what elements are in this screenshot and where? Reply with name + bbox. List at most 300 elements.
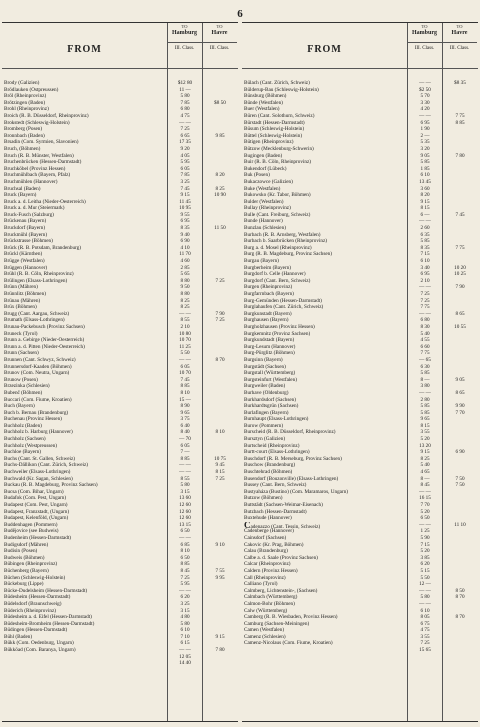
- table-row: [2, 621, 238, 628]
- table-row: [242, 350, 478, 357]
- table-row: [242, 416, 478, 423]
- place-name: Brückstrasse (Böhmen): [4, 238, 53, 245]
- place-name: Büdesheim a. d. Eifel (Hessen-Darmstadt): [4, 614, 92, 621]
- place-name: Bückeburg (Lippe): [4, 581, 44, 588]
- havre-fare: 7 90: [215, 310, 225, 317]
- hamburg-fare: 2 10: [420, 277, 430, 284]
- place-name: Burgsteinfurt (Westfalen): [244, 376, 297, 383]
- place-name: Buckau (R. B. Magdeburg, Provinz Sachsen): [4, 482, 98, 489]
- table-row: [2, 186, 238, 193]
- hamburg-fare: 4 10: [180, 244, 190, 251]
- table-row: [2, 100, 238, 107]
- hamburg-fare: 8 30: [420, 323, 430, 330]
- table-row: [2, 113, 238, 120]
- hamburg-fare: 6 15: [180, 640, 190, 647]
- table-row: [242, 225, 478, 232]
- place-name: Burbach b. Saarbrücken (Rheinprovinz): [244, 238, 327, 245]
- right-row-list: [242, 80, 478, 654]
- place-name: Bruckdorf (Bayern): [4, 225, 46, 232]
- havre-fare: $8 35: [454, 80, 466, 86]
- hamburg-fare: 10 95: [179, 205, 191, 212]
- table-row: [242, 568, 478, 575]
- place-name: Budafok (Com. Pest, Ungarn): [4, 495, 67, 502]
- place-name: Bünsburg (Böhmen): [244, 93, 287, 100]
- table-row: [242, 304, 478, 311]
- table-row: [2, 588, 238, 595]
- place-name: Brück (R. B. Potsdam, Brandenburg): [4, 244, 81, 251]
- havre-fare: 6 90: [455, 449, 465, 456]
- table-row: [242, 482, 478, 489]
- place-name: Brunnen (Cant. Schwyz, Schweiz): [4, 356, 76, 363]
- place-name: Buchloe (Bayern): [4, 449, 42, 456]
- table-row: [242, 357, 478, 364]
- place-name: Brügge (Westfalen): [4, 258, 45, 265]
- table-row: [242, 509, 478, 516]
- table-row: [242, 647, 478, 654]
- table-row: [242, 555, 478, 562]
- table-row: [242, 502, 478, 509]
- table-row: [242, 311, 478, 318]
- place-name: Budenheim (Hessen-Darmstadt): [4, 534, 71, 541]
- havre-fare: 7 75: [455, 244, 465, 251]
- place-name: Bülderup-Bau (Schleswig-Holstein): [244, 86, 319, 93]
- havre-fare: 8 65: [455, 310, 465, 317]
- hamburg-fare: 6 80: [420, 317, 430, 324]
- table-row: [242, 542, 478, 549]
- table-row: [242, 324, 478, 331]
- place-name: Bulle (Cant. Freiburg, Schweiz): [244, 211, 311, 218]
- table-row: [2, 232, 238, 239]
- hamburg-fare: 2 10: [180, 323, 190, 330]
- hamburg-fare: 6 10: [180, 627, 190, 634]
- havre-fare: 7 80: [455, 152, 465, 159]
- header-rule: [242, 68, 478, 69]
- place-name: Burgkundstadt (Bayern): [244, 337, 295, 344]
- place-name: Budapest (Com. Pest, Ungarn): [4, 502, 68, 508]
- table-row: [2, 139, 238, 146]
- hamburg-fare: 10 70: [179, 370, 191, 377]
- hamburg-fare: — —: [179, 462, 191, 469]
- table-row: [242, 429, 478, 436]
- place-name: Calw (Württemberg): [244, 607, 288, 614]
- table-row: [242, 337, 478, 344]
- hamburg-fare: 6 50: [180, 528, 190, 535]
- place-name: Bronnbach (Baden): [4, 132, 45, 139]
- table-row: [2, 324, 238, 331]
- hamburg-fare: 5 70: [420, 93, 430, 100]
- table-row: [242, 614, 478, 621]
- hamburg-fare: 7 25: [420, 291, 430, 297]
- table-row: [242, 298, 478, 305]
- place-name: Brugg (Cant. Aargau, Schweiz): [4, 310, 70, 317]
- havre-fare: 10 20: [454, 264, 466, 271]
- table-row: [2, 179, 238, 186]
- table-row: [242, 113, 478, 120]
- table-row: [2, 654, 238, 661]
- left-rate-table: [2, 22, 238, 722]
- place-name: Bütigen (Rheinprovinz): [244, 139, 294, 146]
- table-row: [2, 647, 238, 654]
- table-row: [2, 251, 238, 258]
- hamburg-fare: 15 65: [419, 647, 431, 654]
- hamburg-fare: 9 15: [180, 192, 190, 199]
- place-name: Bulder (Westfalen): [244, 198, 284, 205]
- left-row-list: [2, 80, 238, 667]
- place-name: Buch b. Bernau (Brandenburg): [4, 409, 69, 416]
- havre-fare: $8 50: [214, 99, 226, 106]
- hamburg-fare: 8 —: [420, 376, 430, 383]
- hamburg-fare: 6 95: [420, 119, 430, 126]
- table-row: [242, 133, 478, 140]
- place-name: Büttel (Schleswig-Holstein): [244, 132, 303, 139]
- table-row: [2, 515, 238, 522]
- hamburg-fare: 5 20: [420, 436, 430, 443]
- hamburg-fare: — —: [179, 356, 191, 363]
- table-row: [242, 331, 478, 338]
- hamburg-fare: — —: [419, 488, 431, 495]
- havre-fare: 8 70: [215, 356, 225, 363]
- hamburg-fare: 5 85: [420, 409, 430, 416]
- hamburg-fare: 9 05: [420, 152, 430, 159]
- hamburg-fare: 6 40: [180, 422, 190, 429]
- hamburg-fare: 1 90: [420, 126, 430, 133]
- place-name: Buschdorf (R. B. Merseburg, Provinz Sachsen): [244, 455, 342, 462]
- table-row: [2, 436, 238, 443]
- table-row: [2, 476, 238, 483]
- hamburg-fare: 6 05: [180, 165, 190, 172]
- hamburg-fare: 8 —: [420, 475, 430, 482]
- hamburg-fare: — 65: [419, 356, 431, 363]
- place-name: Brunn a. Gebirge (Nieder-Oesterreich): [4, 337, 85, 344]
- hamburg-fare: — —: [419, 310, 431, 317]
- table-row: [2, 146, 238, 153]
- place-name: Bruchmühlen (Hannover): [4, 178, 58, 185]
- place-name: Bruck a. d. Leitha (Nieder-Oesterreich): [4, 198, 86, 205]
- hamburg-fare: — —: [419, 600, 431, 607]
- place-name: Bruchenbrücken (Hessen-Darmstadt): [4, 159, 82, 166]
- place-name: Burlafingen (Bayern): [244, 409, 289, 416]
- place-name: Caldern (Provinz Hessen): [244, 567, 298, 574]
- place-name: Buk (Posen): [244, 172, 270, 179]
- table-row: [2, 575, 238, 582]
- table-row: [2, 172, 238, 179]
- table-row: [2, 205, 238, 212]
- place-name: Busendorf (Bouzonville) (Elsass-Lothringen): [244, 475, 339, 482]
- hamburg-fare: 9 20: [180, 145, 190, 152]
- hamburg-fare: 8 20: [420, 192, 430, 199]
- hamburg-fare: 6 85: [180, 541, 190, 548]
- table-row: [2, 350, 238, 357]
- place-name: Cainsdorf (Sachsen): [244, 534, 287, 541]
- table-row: [2, 416, 238, 423]
- hamburg-fare: 16 15: [419, 495, 431, 502]
- hamburg-fare: 7 25: [420, 297, 430, 304]
- place-name: Buke (Westfalen): [244, 185, 281, 192]
- hamburg-fare: 9 40: [180, 231, 190, 238]
- hamburg-fare: 12 —: [419, 581, 431, 588]
- place-name: Büdesheim-Bromheim (Hessen-Darmstadt): [4, 620, 95, 627]
- hamburg-fare: 7 25: [180, 574, 190, 581]
- hamburg-fare: 8 25: [180, 297, 190, 304]
- table-row: [242, 153, 478, 160]
- table-row: [242, 291, 478, 298]
- hamburg-fare: 5 50: [180, 350, 190, 357]
- place-name: Brüx (Böhmen): [4, 304, 37, 311]
- hamburg-fare: 8 45: [180, 567, 190, 574]
- hamburg-fare: 9 55: [180, 211, 190, 218]
- place-name: Bullay (Rheinprovinz): [244, 205, 291, 212]
- table-row: [242, 205, 478, 212]
- table-row: [242, 172, 478, 179]
- table-row: [2, 423, 238, 430]
- place-name: Bühl (Baden): [4, 633, 33, 640]
- place-name: Burtscheid (Rheinprovinz): [244, 442, 300, 449]
- hamburg-fare: — —: [419, 80, 431, 86]
- havre-column-header: [442, 24, 477, 52]
- table-row: [2, 166, 238, 173]
- table-row: [242, 80, 478, 87]
- table-row: [2, 364, 238, 371]
- hamburg-fare: 2 80: [420, 396, 430, 403]
- hamburg-fare: 5 80: [180, 620, 190, 627]
- hamburg-fare: 6 50: [420, 515, 430, 522]
- place-name: Büdingen (Hessen-Darmstadt): [4, 627, 68, 634]
- table-row: [242, 548, 478, 555]
- place-name: Bützow (Mecklenburg-Schwerin): [244, 145, 314, 152]
- place-name: Buchwald (Kr. Sagan, Schlesien): [4, 475, 73, 482]
- table-row: [242, 608, 478, 615]
- table-row: [242, 251, 478, 258]
- table-row: [242, 159, 478, 166]
- place-name: Burglahaufen (Cant. Zürich, Schweiz): [244, 304, 324, 311]
- hamburg-fare: 8 15: [420, 205, 430, 212]
- place-name: Burg-Pürglitz (Böhmen): [244, 350, 295, 357]
- hamburg-fare: 3 40: [420, 264, 430, 271]
- hamburg-fare: 6 10: [420, 258, 430, 265]
- hamburg-fare: 5 40: [420, 462, 430, 469]
- table-row: [2, 502, 238, 509]
- hamburg-fare: 6 50: [180, 554, 190, 561]
- hamburg-fare: $12 80: [177, 80, 193, 86]
- place-name: Calbe a. d. Saale (Provinz Sachsen): [244, 554, 318, 561]
- hamburg-fare: 10 80: [179, 330, 191, 337]
- havre-fare: 7 55: [215, 567, 225, 574]
- havre-fare: 7 70: [455, 409, 465, 416]
- table-row: [242, 87, 478, 94]
- hamburg-fare: 11 45: [179, 198, 191, 205]
- place-name: Budigsdorf (Mähren): [4, 541, 49, 548]
- place-name: Burscheid (R. B. Düsseldorf, Rheinprovinz): [244, 429, 336, 436]
- havre-fare: 7 50: [455, 475, 465, 482]
- table-row: [2, 311, 238, 318]
- hamburg-fare: 3 15: [180, 607, 190, 614]
- place-name: Burgberheim (Bayern): [244, 264, 292, 271]
- table-row: [242, 410, 478, 417]
- havre-fare: 10 25: [454, 271, 466, 278]
- place-name: Brünn (Mähren): [4, 284, 38, 291]
- hamburg-fare: 5 80: [420, 594, 430, 601]
- place-name: Brüggen (Hannover): [4, 264, 48, 271]
- place-name: Burgweiler (Baden): [244, 383, 286, 390]
- place-name: Bruch, (Böhmen): [4, 145, 41, 152]
- hamburg-fare: 5 80: [180, 93, 190, 100]
- havre-fare: 8 10: [215, 429, 225, 436]
- table-row: [2, 80, 238, 87]
- place-name: Bukendorf (Lübeck): [244, 165, 287, 172]
- place-name: Buir (R. B. Cöln, Rheinprovinz): [244, 159, 312, 166]
- table-row: [2, 482, 238, 489]
- place-name: Burhave (Oldenburg): [244, 389, 289, 396]
- place-name: Bunzlau (Schlesien): [244, 225, 286, 232]
- hamburg-fare: — —: [419, 284, 431, 291]
- hamburg-fare: 5 50: [420, 574, 430, 581]
- table-row: [2, 377, 238, 384]
- hamburg-fare: 6 05: [180, 363, 190, 370]
- hamburg-fare: 5 65: [180, 271, 190, 278]
- place-name: Büchen (Schleswig-Holstein): [4, 574, 66, 581]
- hamburg-fare: 6 95: [420, 271, 430, 278]
- hamburg-fare: 5 15: [420, 567, 430, 574]
- hamburg-fare: 5 85: [420, 238, 430, 245]
- havre-fare: 9 95: [215, 574, 225, 581]
- table-row: [242, 179, 478, 186]
- right-rate-table: [242, 22, 478, 722]
- table-row: [242, 218, 478, 225]
- table-row: [2, 601, 238, 608]
- havre-fare: 8 70: [455, 614, 465, 621]
- table-row: [2, 304, 238, 311]
- table-row: [2, 509, 238, 516]
- hamburg-fare: — —: [179, 310, 191, 317]
- hamburg-fare: 8 85: [180, 561, 190, 568]
- hamburg-fare: 8 80: [180, 291, 190, 297]
- place-name: Brünnlitz (Böhmen): [4, 291, 46, 297]
- place-name: Bükk (Com. Oedenburg, Ungarn): [4, 640, 74, 647]
- place-name: Buchholz b. Harburg (Hannover): [4, 429, 73, 436]
- hamburg-fare: 2 85: [180, 264, 190, 271]
- hamburg-fare: 8 45: [420, 482, 430, 489]
- havre-fare: 11 50: [214, 225, 226, 232]
- place-name: Bugingen (Baden): [244, 152, 283, 159]
- place-name: Buchs-Dällikon (Cant. Zürich, Schweiz): [4, 462, 88, 469]
- hamburg-fare: 3 55: [420, 633, 430, 640]
- place-name: Budweis (Böhmen): [4, 554, 45, 561]
- havre-label: Havre: [451, 30, 468, 36]
- hamburg-fare: 3 75: [180, 416, 190, 423]
- havre-label: Havre: [211, 30, 228, 36]
- place-name: Bruck (Bayern): [4, 192, 37, 199]
- place-name: Camen (Westfalen): [244, 627, 285, 634]
- hamburg-fare: — —: [179, 647, 191, 654]
- havre-fare: 10 55: [454, 323, 466, 330]
- table-row: [242, 456, 478, 463]
- table-row: [2, 383, 238, 390]
- place-name: Bruchmühlbach (Bayern, Pfalz): [4, 172, 71, 179]
- hamburg-fare: 7 —: [180, 449, 190, 456]
- hamburg-fare: 4 65: [420, 469, 430, 476]
- place-name: Bruck a. d. Mur (Steiermark): [4, 205, 65, 212]
- hamburg-fare: 4 05: [180, 152, 190, 159]
- place-name: Cakovic (Kr. Prag, Böhmen): [244, 541, 304, 548]
- table-row: [2, 317, 238, 324]
- table-row: [2, 627, 238, 634]
- hamburg-fare: 3 15: [180, 488, 190, 495]
- hamburg-fare: 6 95: [180, 218, 190, 225]
- place-name: Brückenau (Bayern): [4, 218, 47, 225]
- hamburg-fare: 8 80: [180, 277, 190, 284]
- table-row: [242, 100, 478, 107]
- place-name: Bünde (Westfalen): [244, 99, 283, 106]
- place-name: Bussey (Cant. Bern, Schweiz): [244, 482, 307, 489]
- place-name: Büren (Cant. Solothurn, Schweiz): [244, 112, 315, 119]
- place-name: Broich (R. B. Düsseldorf, Rheinprovinz): [4, 112, 89, 119]
- havre-column-header: [202, 24, 237, 52]
- place-name: Buddenhagen (Pommern): [4, 521, 58, 528]
- place-name: Brunau-Packebusch (Provinz Sachsen): [4, 323, 85, 330]
- table-row: [2, 456, 238, 463]
- hamburg-fare: 6 10: [420, 607, 430, 614]
- table-row: [2, 462, 238, 469]
- table-row: [242, 621, 478, 628]
- place-name: Bukowsko (Kr. Tabor, Böhmen): [244, 192, 311, 199]
- table-row: [2, 429, 238, 436]
- table-row: [242, 522, 478, 529]
- place-name: Büsum (Schleswig-Holstein): [244, 126, 305, 133]
- place-name: Calliano (Tyrol): [244, 581, 278, 588]
- havre-fare: 7 25: [215, 317, 225, 324]
- place-name: Brody (Galizien): [4, 80, 40, 86]
- table-row: [2, 245, 238, 252]
- place-name: Burgstädt (Sachsen): [244, 363, 286, 370]
- table-row: [2, 614, 238, 621]
- hamburg-fare: 15 —: [179, 396, 191, 403]
- table-row: [242, 588, 478, 595]
- hamburg-fare: 4 60: [180, 258, 190, 265]
- table-row: [2, 555, 238, 562]
- place-name: Cadenazzo (Cant. Tessin, Schweiz): [244, 521, 321, 530]
- table-row: [242, 370, 478, 377]
- place-name: Brumath (Elsass-Lothringen): [4, 317, 65, 324]
- hamburg-fare: 9 50: [180, 284, 190, 291]
- place-name: Burg-Lesum (Hannover): [244, 343, 296, 350]
- place-name: Brzezinka (Schlesien): [4, 383, 50, 390]
- hamburg-fare: 6 80: [180, 106, 190, 113]
- table-row: [242, 120, 478, 127]
- class-label: III. Class.: [167, 42, 202, 52]
- hamburg-fare: 7 85: [180, 99, 190, 106]
- havre-fare: 8 15: [215, 469, 225, 476]
- page-number: 6: [237, 8, 243, 20]
- place-name: Buschow (Brandenburg): [244, 462, 296, 469]
- table-row: [2, 634, 238, 641]
- place-name: Burg-Gemünden (Hessen-Darmstadt): [244, 297, 322, 304]
- place-name: Calmbach (Württemberg): [244, 594, 298, 601]
- hamburg-fare: 6 20: [180, 594, 190, 601]
- hamburg-fare: 7 85: [180, 172, 190, 179]
- hamburg-fare: 8 10: [180, 389, 190, 396]
- place-name: Brödlauken (Ostpreussen): [4, 86, 59, 93]
- hamburg-fare: 4 75: [180, 112, 190, 119]
- table-row: [2, 542, 238, 549]
- table-row: [2, 271, 238, 278]
- table-row: [2, 126, 238, 133]
- table-row: [242, 364, 478, 371]
- hamburg-fare: 11 25: [179, 343, 191, 350]
- havre-fare: 9 10: [215, 541, 225, 548]
- place-name: Buchholz (Westpreussen): [4, 442, 58, 449]
- hamburg-fare: — —: [419, 112, 431, 119]
- hamburg-fare: 5 85: [420, 403, 430, 410]
